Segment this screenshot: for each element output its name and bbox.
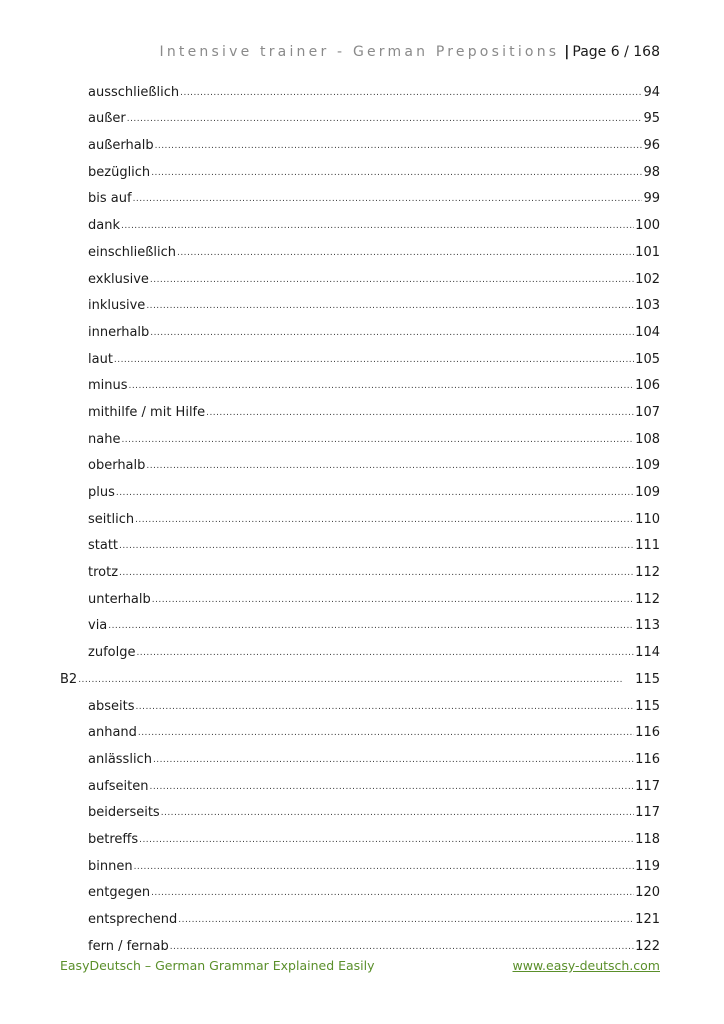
toc-entry-page: 110: [635, 511, 660, 527]
toc-entry-page: 101: [635, 244, 660, 260]
header-separator: |: [564, 44, 570, 60]
toc-entry-label: außer: [88, 111, 126, 127]
toc-entry[interactable]: [60, 207, 660, 234]
toc-dot-leader: [151, 889, 634, 898]
table-of-contents: [60, 74, 660, 955]
toc-dot-leader: [150, 783, 635, 792]
toc-entry-page: 108: [635, 431, 660, 447]
toc-entry-label: innerhalb: [88, 324, 150, 340]
toc-entry-page: 120: [635, 885, 660, 901]
toc-entry-page: 94: [643, 84, 660, 100]
toc-entry-label: zufolge: [88, 645, 136, 661]
toc-entry-label: trotz: [88, 565, 119, 581]
toc-entry[interactable]: [60, 127, 660, 154]
toc-dot-leader: [116, 489, 634, 498]
toc-entry[interactable]: [60, 901, 660, 928]
toc-dot-leader: [150, 276, 634, 285]
page-number: Page 6 / 168: [572, 44, 660, 60]
toc-entry[interactable]: [60, 421, 660, 448]
toc-dot-leader: [133, 195, 643, 204]
toc-dot-leader: [127, 115, 643, 124]
toc-entry[interactable]: [60, 821, 660, 848]
toc-entry-label: mithilfe / mit Hilfe: [88, 404, 206, 420]
toc-entry[interactable]: [60, 448, 660, 475]
toc-entry[interactable]: [60, 288, 660, 315]
toc-entry[interactable]: [60, 554, 660, 581]
toc-entry-page: 95: [643, 111, 660, 127]
toc-entry-label: B2: [60, 671, 78, 687]
toc-entry-page: 102: [635, 271, 660, 287]
toc-entry-page: 109: [635, 458, 660, 474]
toc-entry-label: nahe: [88, 431, 121, 447]
toc-entry-label: bis auf: [88, 191, 132, 207]
page-footer: [60, 958, 660, 973]
toc-dot-leader: [151, 169, 642, 178]
toc-entry-page: 115: [635, 698, 660, 714]
toc-dot-leader: [119, 542, 634, 551]
toc-entry-page: 116: [635, 751, 660, 767]
toc-entry-page: 121: [635, 912, 660, 927]
footer-tagline: EasyDeutsch – German Grammar Explained Easily: [60, 958, 375, 973]
toc-entry-label: unterhalb: [88, 591, 151, 607]
toc-dot-leader: [129, 382, 635, 391]
toc-entry-label: minus: [88, 378, 128, 394]
toc-dot-leader: [108, 622, 634, 631]
toc-entry-page: 116: [635, 725, 660, 741]
toc-entry-label: oberhalb: [88, 458, 146, 474]
toc-entry[interactable]: [60, 581, 660, 608]
toc-entry-label: anlässlich: [88, 751, 152, 767]
toc-entry-label: via: [88, 618, 108, 634]
toc-entry-page: 99: [643, 191, 660, 207]
toc-entry-label: abseits: [88, 698, 135, 714]
toc-entry-page: 117: [635, 778, 660, 794]
toc-dot-leader: [146, 462, 634, 471]
toc-entry-label: binnen: [88, 858, 133, 874]
toc-dot-leader: [138, 729, 634, 738]
toc-entry-page: 112: [635, 565, 660, 581]
toc-entry-page: 118: [635, 831, 660, 847]
toc-entry-label: plus: [88, 485, 115, 500]
toc-entry-label: bezüglich: [88, 164, 151, 180]
toc-entry[interactable]: [60, 661, 660, 688]
toc-dot-leader: [150, 329, 634, 338]
toc-entry[interactable]: [60, 501, 660, 528]
toc-entry[interactable]: [60, 688, 660, 715]
toc-entry-label: statt: [88, 538, 119, 554]
toc-dot-leader: [161, 809, 634, 818]
toc-entry[interactable]: [60, 768, 660, 795]
toc-dot-leader: [135, 516, 634, 525]
toc-dot-leader: [121, 436, 634, 445]
toc-dot-leader: [134, 863, 635, 872]
toc-entry-label: exklusive: [88, 271, 149, 287]
toc-entry[interactable]: [60, 528, 660, 555]
toc-dot-leader: [177, 249, 634, 258]
toc-entry-label: betreffs: [88, 831, 139, 847]
toc-entry-page: 104: [635, 324, 660, 340]
toc-entry-page: 109: [635, 485, 660, 500]
toc-entry-page: 106: [635, 378, 660, 394]
toc-entry-page: 111: [635, 538, 660, 554]
toc-dot-leader: [139, 836, 634, 845]
toc-entry-label: entsprechend: [88, 912, 178, 927]
toc-entry-label: seitlich: [88, 511, 135, 527]
toc-entry-label: entgegen: [88, 885, 151, 901]
toc-entry[interactable]: [60, 715, 660, 742]
toc-entry-page: 122: [635, 938, 660, 954]
toc-entry-page: 114: [635, 645, 660, 661]
toc-entry-label: beiderseits: [88, 805, 160, 821]
toc-entry-label: anhand: [88, 725, 137, 741]
toc-entry[interactable]: [60, 875, 660, 902]
toc-entry-label: aufseiten: [88, 778, 149, 794]
toc-entry-label: laut: [88, 351, 113, 367]
toc-entry-page: 112: [635, 591, 660, 607]
toc-entry-page: 117: [635, 805, 660, 821]
toc-entry-label: fern / fernab: [88, 938, 169, 954]
toc-dot-leader: [178, 916, 634, 925]
toc-entry-page: 105: [635, 351, 660, 367]
toc-entry[interactable]: [60, 394, 660, 421]
toc-dot-leader: [153, 756, 634, 765]
toc-entry-page: 96: [643, 138, 660, 154]
toc-entry-label: einschließlich: [88, 244, 177, 260]
toc-entry[interactable]: [60, 474, 660, 501]
toc-dot-leader: [136, 649, 634, 658]
toc-entry[interactable]: [60, 234, 660, 261]
toc-dot-leader: [146, 302, 634, 311]
toc-entry[interactable]: [60, 848, 660, 875]
toc-entry-page: 100: [635, 218, 660, 234]
toc-entry[interactable]: [60, 101, 660, 128]
toc-dot-leader: [114, 356, 634, 365]
page-header: [60, 42, 660, 62]
toc-entry-page: 98: [643, 164, 660, 180]
toc-dot-leader: [155, 142, 643, 151]
toc-entry[interactable]: [60, 74, 660, 101]
toc-entry[interactable]: [60, 795, 660, 822]
toc-dot-leader: [180, 89, 642, 98]
toc-dot-leader: [135, 703, 634, 712]
toc-entry[interactable]: [60, 154, 660, 181]
toc-dot-leader: [152, 596, 634, 605]
toc-entry[interactable]: [60, 368, 660, 395]
toc-entry-page: 113: [635, 618, 660, 634]
toc-entry[interactable]: [60, 314, 660, 341]
toc-entry-page: 103: [635, 298, 660, 314]
toc-entry-label: dank: [88, 218, 120, 234]
toc-entry[interactable]: [60, 181, 660, 208]
toc-dot-leader: [121, 222, 634, 231]
toc-entry[interactable]: [60, 261, 660, 288]
toc-entry[interactable]: [60, 634, 660, 661]
toc-entry[interactable]: [60, 608, 660, 635]
toc-entry[interactable]: [60, 741, 660, 768]
toc-dot-leader: [119, 569, 634, 578]
toc-dot-leader: [206, 409, 634, 418]
toc-entry[interactable]: [60, 341, 660, 368]
toc-entry-label: ausschließlich: [88, 84, 180, 100]
toc-entry-page: 115: [635, 671, 660, 687]
toc-entry-page: 119: [635, 858, 660, 874]
toc-dot-leader: [78, 676, 634, 685]
toc-entry-page: 107: [635, 404, 660, 420]
toc-entry[interactable]: [60, 928, 660, 955]
toc-entry-label: außerhalb: [88, 138, 154, 154]
document-title: Intensive trainer - German Prepositions: [159, 44, 560, 60]
toc-dot-leader: [170, 943, 634, 952]
toc-entry-label: inklusive: [88, 298, 146, 314]
footer-website-link[interactable]: www.easy-deutsch.com: [512, 958, 660, 973]
